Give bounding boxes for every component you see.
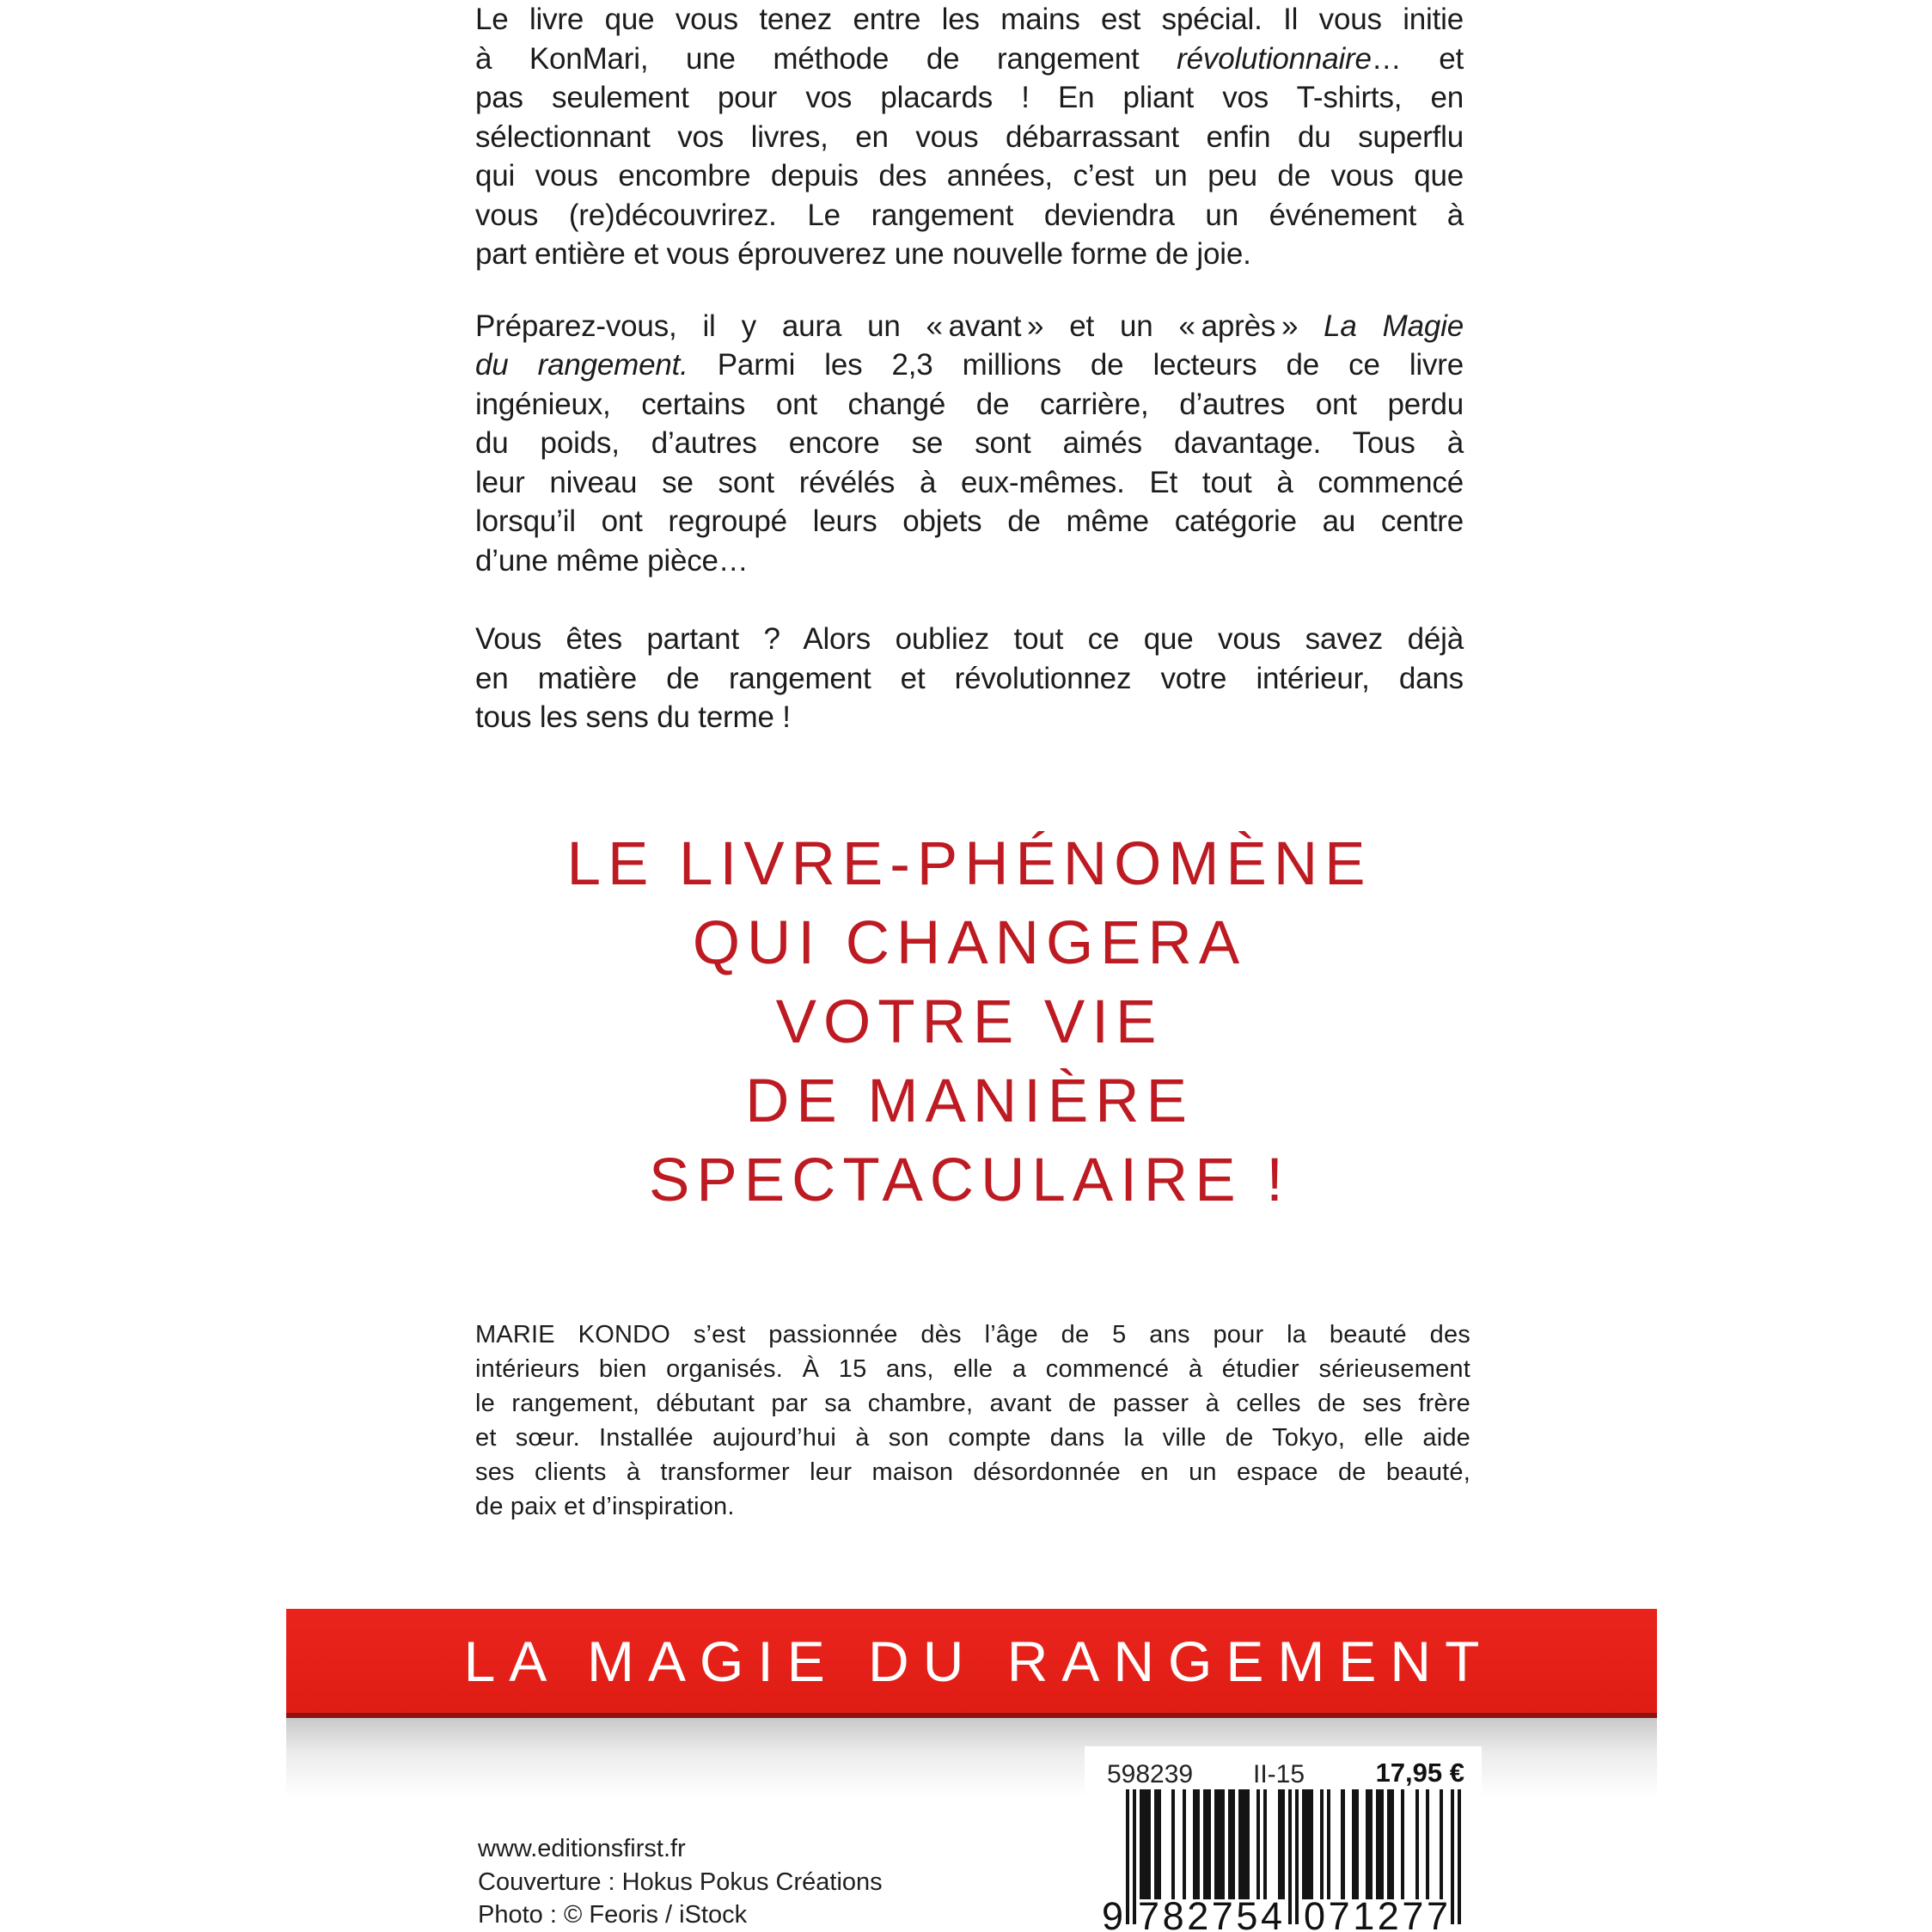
barcode-ref: 598239 — [1107, 1760, 1194, 1788]
banner-title: LA MAGIE DU RANGEMENT — [463, 1629, 1494, 1693]
credits-cover: Couverture : Hokus Pokus Créations — [478, 1868, 883, 1896]
synopsis-paragraph-3: Vous êtes partant ? Alors oubliez tout ce que vous savez déjà en matière de rangement et révolutionnez votre intérieur, dans tous les sens du terme ! — [475, 622, 1464, 734]
barcode-print-code: II-15 — [1253, 1760, 1305, 1788]
ean-group-1: 7 8 2 7 5 4 — [1138, 1894, 1282, 1932]
barcode-price: 17,95 € — [1375, 1758, 1464, 1788]
credits-photo: Photo : © Feoris / iStock — [478, 1901, 748, 1929]
title-banner — [286, 1609, 1657, 1718]
synopsis-paragraph-1: Le livre que vous tenez entre les mains est spécial. Il vous initie à KonMari, une méthode de rangement révolutionnaire… et pas seulement pour vos placards ! En pliant vos T-shirts, en sélectionnant vos livres, en vous débarrassant enfin du superflu qui vous encombre depuis des années, c’est un peu de vous que vous (re)découvrirez. Le rangement deviendra un événement à part entière et vous éprouverez une nouvelle forme de joie. — [475, 3, 1464, 271]
ean-group-2: 0 7 1 2 7 7 — [1304, 1894, 1448, 1932]
credits-website: www.editionsfirst.fr — [478, 1835, 686, 1862]
ean-digit-first: 9 — [1102, 1894, 1124, 1932]
credits — [478, 1832, 1079, 1932]
synopsis-paragraph-2: Préparez-vous, il y aura un « avant » et un « après » La Magie du rangement. Parmi les 2,3 millions de lecteurs de ce livre ingénieux, certains ont changé de carrière, d’autres ont perdu du poids, d’autres encore se sont aimés davantage. Tous à leur niveau se sont révélés à eux-mêmes. Et tout à commencé lorsqu’il ont regroupé leurs objets de même catégorie au centre d’une même pièce… — [475, 309, 1464, 578]
headline: LE LIVRE-PHÉNOMÈNE QUI CHANGERA VOTRE VIE DE MANIÈRE SPECTACULAIRE ! — [566, 830, 1373, 1214]
barcode-box — [1085, 1746, 1482, 1932]
author-bio: MARIE KONDO s’est passionnée dès l’âge de 5 ans pour la beauté des intérieurs bien organisés. À 15 ans, elle a commencé à étudier sérieusement le rangement, débutant par sa chambre, avant de passer à celles de ses frère et sœur. Installée aujourd’hui à son compte dans la ville de Tokyo, elle aide ses clients à transformer leur maison désordonnée en un espace de beauté, de paix et d’inspiration. — [475, 1321, 1470, 1520]
synopsis — [475, 0, 1464, 737]
